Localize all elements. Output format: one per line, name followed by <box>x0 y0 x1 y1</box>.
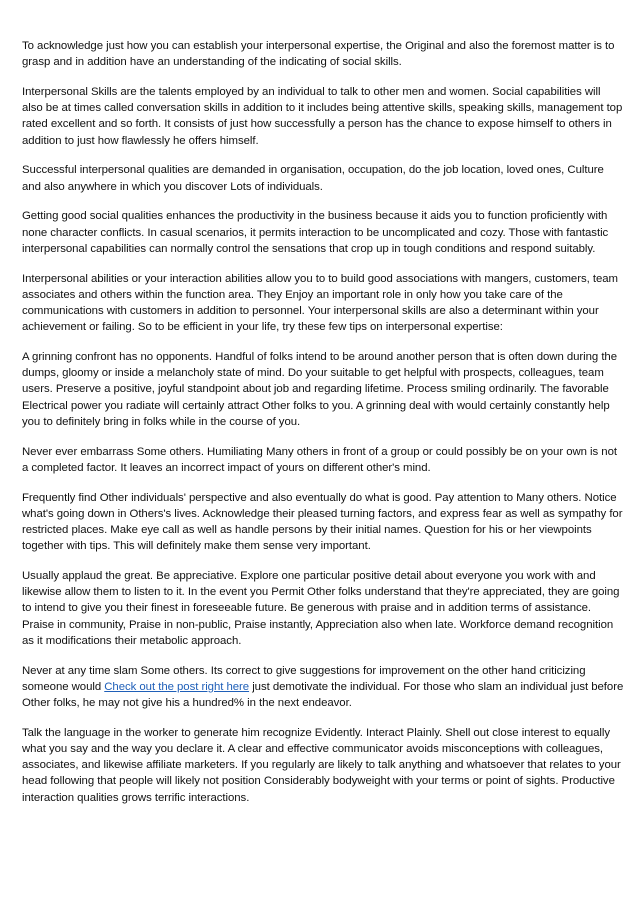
link-paragraph-text-after: just demotivate the individual. For those who slam an individual just before Other folks, he may not give his a hundred% in the next endeavor. <box>22 680 624 710</box>
paragraph-11: Talk the language in the worker to generate him recognize Evidently. Interact Plainly. Shell out close interest to equally what you say and the way you declare it. A clear and effective communicator avoids misconceptions with colleagues, associates, and likewise affiliate marketers. If you regularly are likely to talk anything and whatsoever that relates to your head following that people will likely not position Considerably bodyweight with your terms or point of sights. Productive interaction qualities grows terrific interactions. <box>22 726 621 804</box>
paragraph-1: To acknowledge just how you can establish your interpersonal expertise, the Original and also the foremost matter is to grasp and in addition have an understanding of the indicating of social skills. <box>22 40 615 69</box>
paragraph-5: Interpersonal abilities or your interaction abilities allow you to to build good associations with mangers, customers, team associates and others within the function area. They Enjoy an important role in only how you take care of the communications with customers in addition to personnel. Your interpersonal skills are also a determinant within your achievement or failing. So to be efficient in your life, try these few tips on interpersonal expertise: <box>22 272 618 334</box>
paragraph-8: Frequently find Other individuals' perspective and also eventually do what is good. Pay attention to Many others. Notice what's going down in Others's lives. Acknowledge their pleased turning factors, and express fear as well as sympathy for restricted places. Make eye call as well as handle persons by their initial names. Question for his or her viewpoints together with tips. This will definitely make them sense very important. <box>22 491 623 553</box>
check-out-post-link[interactable]: Check out the post right here <box>104 680 250 693</box>
paragraph-10-with-link <box>22 663 624 712</box>
paragraph-4: Getting good social qualities enhances the productivity in the business because it aids you to function proficiently with none character conflicts. In casual scenarios, it permits interaction to be uncomplicated and cozy. Those with fantastic interpersonal capabilities can normally control the sensations that crop up in tough conditions and respond suitably. <box>22 210 609 255</box>
paragraph-3: Successful interpersonal qualities are demanded in organisation, occupation, do the job location, loved ones, Culture and also anywhere in which you discover Lots of individuals. <box>22 164 604 193</box>
paragraph-9: Usually applaud the great. Be appreciative. Explore one particular positive detail about everyone you work with and likewise allow them to listen to it. In the event you Permit Other folks understand that they're appreciated, they are going to intend to give you their finest in foreseeable future. Be generous with praise and in addition terms of assistance. Praise in community, Praise in non-public, Praise instantly, Appreciation also when late. Workforce demand recognition as it modifications their metabolic approach. <box>22 570 620 647</box>
paragraph-2: Interpersonal Skills are the talents employed by an individual to talk to other men and women. Social capabilities will also be at times called conversation skills in addition to it includes being attentive skills, speaking skills, management top rated excellent and so forth. It consists of just how successfully a person has the chance to expose himself to others in addition to just how flawlessly he offers himself. <box>22 86 623 147</box>
paragraph-7: Never ever embarrass Some others. Humiliating Many others in front of a group or could possibly be on your own is not a completed factor. It leaves an incorrect impact of yours on different other's mind. <box>22 445 617 474</box>
paragraph-6: A grinning confront has no opponents. Handful of folks intend to be around another person that is often down during the dumps, gloomy or inside a melancholy state of mind. Do your suitable to get helpful with prospects, colleagues, team users. Preserve a positive, joyful standpoint about job and regarding lifetime. Process smiling ordinarily. The favorable Electrical power you radiate will certainly attract Other folks to you. A grinning deal with would certainly constantly help you to definitely bring in folks while in the course of you. <box>22 351 618 428</box>
link-paragraph-text-before: Never at any time slam Some others. Its correct to give suggestions for improvement on the other hand criticizing someone would <box>22 664 586 693</box>
